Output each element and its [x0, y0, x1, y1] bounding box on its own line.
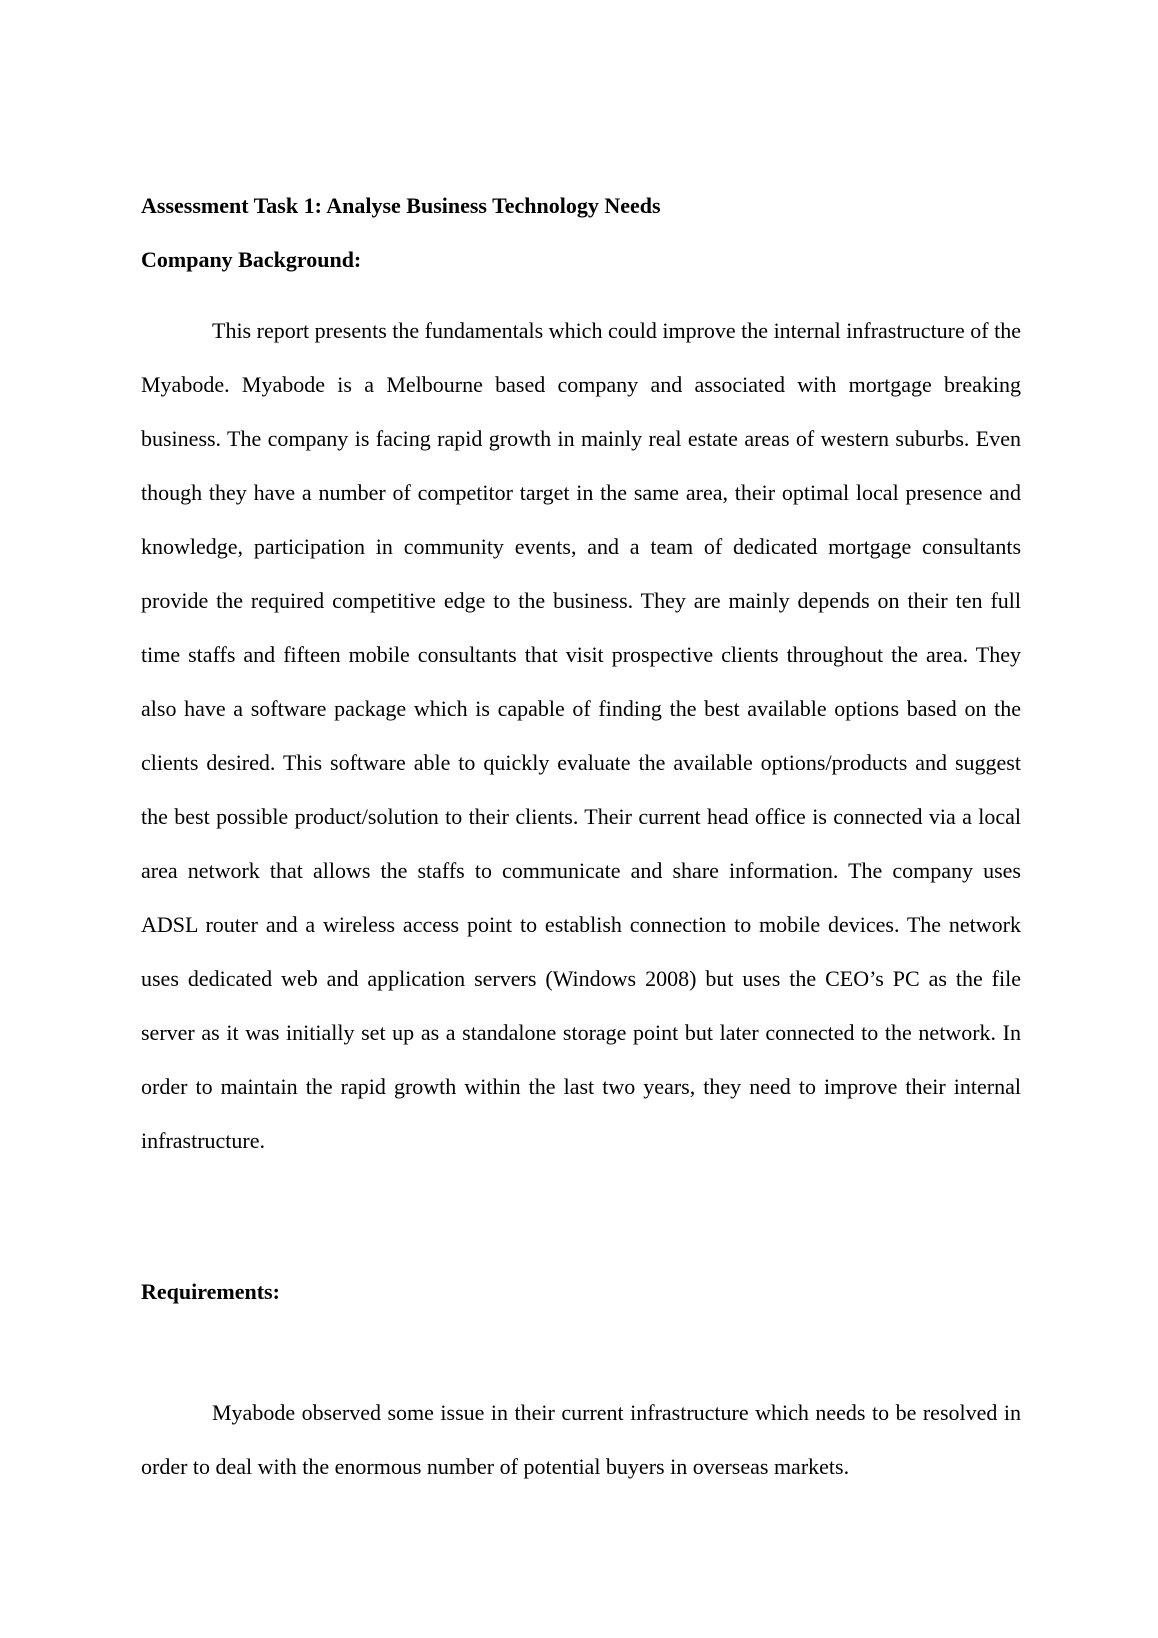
- document-title: Assessment Task 1: Analyse Business Technology Needs: [141, 193, 661, 218]
- document-body: [141, 190, 1021, 1494]
- section-spacer: [141, 1336, 1021, 1386]
- company-background-paragraph: This report presents the fundamentals which could improve the internal infrastructure of the Myabode. Myabode is a Melbourne based company and associated with mortgage breaking business. The company is facing rapid growth in mainly real estate areas of western suburbs. Even though they have a number of competitor target in the same area, their optimal local presence and knowledge, participation in community events, and a team of dedicated mortgage consultants provide the required competitive edge to the business. They are mainly depends on their ten full time staffs and fifteen mobile consultants that visit prospective clients throughout the area. They also have a software package which is capable of finding the best available options based on the clients desired. This software able to quickly evaluate the available options/products and suggest the best possible product/solution to their clients. Their current head office is connected via a local area network that allows the staffs to communicate and share information. The company uses ADSL router and a wireless access point to establish connection to mobile devices. The network uses dedicated web and application servers (Windows 2008) but uses the CEO’s PC as the file server as it was initially set up as a standalone storage point but later connected to the network. In order to maintain the rapid growth within the last two years, they need to improve their internal infrastructure.: [141, 318, 1021, 1153]
- section-spacer: [141, 1168, 1021, 1276]
- requirements-paragraph: Myabode observed some issue in their current infrastructure which needs to be resolved in order to deal with the enormous number of potential buyers in overseas markets.: [141, 1400, 1021, 1479]
- section-heading-company-background: Company Background:: [141, 247, 362, 272]
- section-heading-requirements: Requirements:: [141, 1279, 280, 1304]
